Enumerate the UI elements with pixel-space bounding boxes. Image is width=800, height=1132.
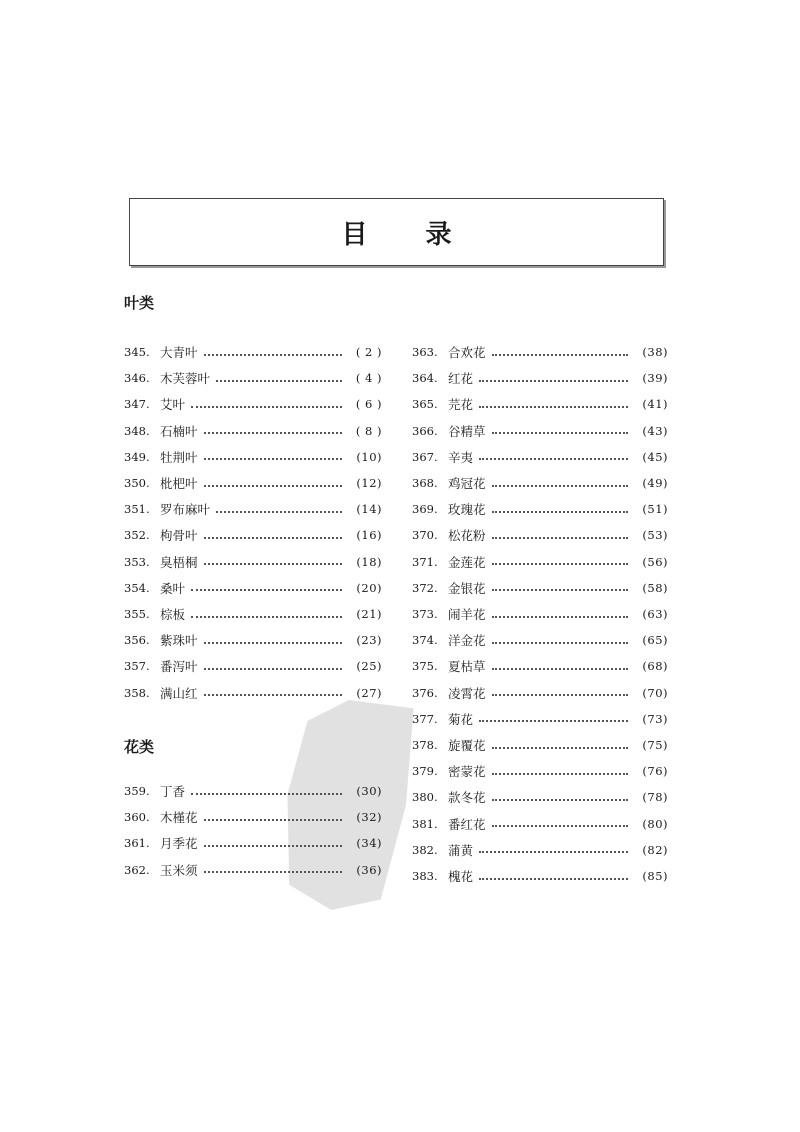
toc-entry-page: (25): [356, 659, 382, 674]
toc-entry-title: 芫花: [448, 397, 474, 413]
toc-entry-page: (80): [642, 816, 668, 831]
toc-entry-title: 月季花: [160, 836, 198, 852]
toc-entry-number: 346.: [124, 371, 150, 386]
toc-leader-dots: [492, 536, 628, 539]
toc-entry[interactable]: [124, 342, 382, 362]
toc-entry-title: 臭梧桐: [160, 554, 198, 570]
toc-entry-title: 棕板: [160, 607, 186, 622]
toc-entry-number: 345.: [124, 345, 150, 359]
toc-entry-page: (82): [642, 842, 668, 857]
toc-entry[interactable]: [412, 656, 668, 676]
toc-entry-page: (45): [642, 449, 668, 464]
toc-entry-page: (20): [356, 580, 382, 595]
toc-leader-dots: [492, 353, 628, 356]
toc-entry-number: 382.: [412, 842, 438, 857]
section-heading-flowers: 花类: [124, 738, 155, 756]
toc-leader-dots: [492, 588, 628, 591]
toc-entry-number: 383.: [412, 869, 438, 883]
toc-entry-page: (73): [642, 711, 668, 726]
toc-entry-title: 旋覆花: [448, 738, 486, 753]
toc-entry-number: 368.: [412, 476, 438, 490]
toc-entry[interactable]: [412, 709, 668, 729]
toc-entry[interactable]: [412, 447, 668, 467]
toc-entry-title: 木槿花: [160, 810, 198, 826]
toc-entry-number: 364.: [412, 371, 438, 386]
toc-entry[interactable]: [412, 761, 668, 781]
toc-entry-title: 辛夷: [448, 449, 474, 465]
toc-entry[interactable]: [412, 342, 668, 362]
toc-entry-title: 玉米须: [160, 862, 198, 878]
toc-entry[interactable]: [124, 499, 382, 519]
toc-entry-page: (51): [642, 502, 668, 517]
toc-leader-dots: [216, 510, 342, 513]
toc-entry-page: (68): [642, 659, 668, 674]
toc-entry-number: 347.: [124, 397, 150, 412]
toc-entry[interactable]: [124, 833, 382, 853]
toc-leader-dots: [191, 588, 342, 591]
toc-leader-dots: [492, 798, 628, 801]
toc-entry-title: 松花粉: [448, 528, 486, 544]
toc-entry-number: 356.: [124, 633, 150, 648]
toc-entry[interactable]: [412, 578, 668, 598]
toc-entry[interactable]: [124, 447, 382, 467]
toc-entry-page: (18): [356, 554, 382, 569]
toc-entry-number: 374.: [412, 633, 438, 648]
toc-leader-dots: [492, 562, 628, 565]
toc-leader-dots: [492, 484, 628, 487]
toc-entry[interactable]: [412, 814, 668, 834]
toc-entry-number: 350.: [124, 476, 150, 490]
toc-leader-dots: [204, 484, 342, 487]
toc-leader-dots: [204, 562, 342, 565]
toc-leader-dots: [492, 772, 628, 775]
toc-entry[interactable]: [412, 735, 668, 755]
toc-entry-number: 365.: [412, 397, 438, 412]
toc-entry[interactable]: [412, 840, 668, 860]
toc-entry-number: 360.: [124, 810, 150, 825]
toc-entry-title: 红花: [448, 371, 474, 387]
toc-entry-title: 罗布麻叶: [160, 502, 211, 518]
toc-leader-dots: [216, 379, 342, 382]
toc-leader-dots: [479, 405, 628, 408]
toc-entry[interactable]: [412, 866, 668, 886]
toc-leader-dots: [204, 457, 342, 460]
toc-entry-title: 石楠叶: [160, 423, 198, 439]
toc-entry-title: 菊花: [448, 711, 474, 727]
toc-entry-title: 玫瑰花: [448, 502, 486, 518]
toc-leader-dots: [492, 510, 628, 513]
toc-entry-page: (10): [356, 449, 382, 464]
toc-entry-number: 371.: [412, 554, 438, 569]
toc-entry-number: 359.: [124, 784, 150, 798]
toc-entry-number: 349.: [124, 449, 150, 464]
toc-entry-number: 373.: [412, 607, 438, 621]
toc-entry-page: (34): [356, 836, 382, 851]
toc-entry-title: 槐花: [448, 869, 474, 884]
toc-entry-number: 363.: [412, 345, 438, 359]
toc-entry-title: 木芙蓉叶: [160, 371, 211, 387]
toc-entry-title: 凌霄花: [448, 685, 486, 701]
toc-entry-page: (38): [642, 345, 668, 359]
toc-entry[interactable]: [124, 552, 382, 572]
toc-entry[interactable]: [412, 787, 668, 807]
toc-entry-title: 夏枯草: [448, 659, 486, 675]
toc-title-box: [129, 198, 664, 266]
toc-entry-number: 355.: [124, 607, 150, 621]
toc-entry-page: ( 2 ): [355, 345, 382, 359]
toc-entry[interactable]: [412, 368, 668, 388]
toc-leader-dots: [492, 615, 628, 618]
toc-entry[interactable]: [412, 421, 668, 441]
toc-entry-page: (21): [356, 607, 382, 621]
toc-entry[interactable]: [412, 499, 668, 519]
toc-entry-title: 番泻叶: [160, 659, 198, 675]
toc-entry[interactable]: [124, 578, 382, 598]
toc-title-char-1: 目: [341, 219, 368, 250]
toc-entry-title: 合欢花: [448, 345, 486, 360]
toc-entry[interactable]: [412, 525, 668, 545]
toc-leader-dots: [479, 379, 628, 382]
toc-entry-page: (65): [642, 633, 668, 648]
toc-entry-page: (70): [642, 685, 668, 700]
toc-entry-title: 洋金花: [448, 633, 486, 649]
toc-entry-page: (14): [356, 502, 382, 517]
toc-leader-dots: [479, 850, 628, 853]
toc-entry[interactable]: [412, 630, 668, 650]
toc-entry-number: 376.: [412, 685, 438, 700]
toc-entry[interactable]: [124, 394, 382, 414]
toc-entry[interactable]: [124, 604, 382, 624]
toc-entry-title: 番红花: [448, 816, 486, 832]
toc-leader-dots: [492, 746, 628, 749]
toc-entry-title: 谷精草: [448, 423, 486, 439]
toc-entry[interactable]: [124, 860, 382, 880]
toc-entry-title: 密蒙花: [448, 764, 486, 780]
toc-entry-page: (27): [356, 685, 382, 700]
toc-leader-dots: [204, 353, 342, 356]
toc-entry-title: 枇杷叶: [160, 476, 198, 491]
toc-leader-dots: [191, 405, 342, 408]
toc-entry-number: 372.: [412, 580, 438, 595]
toc-entry-page: (23): [356, 633, 382, 648]
toc-entry[interactable]: [124, 781, 382, 801]
toc-entry-title: 鸡冠花: [448, 476, 486, 491]
toc-entry-number: 370.: [412, 528, 438, 543]
toc-leader-dots: [492, 693, 628, 696]
toc-entry-page: (32): [356, 810, 382, 825]
toc-entry-title: 大青叶: [160, 345, 198, 360]
toc-entry-number: 379.: [412, 764, 438, 779]
toc-entry-title: 蒲黄: [448, 842, 474, 858]
toc-entry-title: 紫珠叶: [160, 633, 198, 649]
toc-entry-page: (49): [642, 476, 668, 490]
toc-leader-dots: [492, 431, 628, 434]
toc-leader-dots: [204, 431, 342, 434]
toc-entry[interactable]: [124, 683, 382, 703]
toc-leader-dots: [191, 792, 342, 795]
toc-entry[interactable]: [412, 683, 668, 703]
toc-leader-dots: [492, 641, 628, 644]
toc-entry-title: 桑叶: [160, 580, 186, 596]
toc-entry-number: 361.: [124, 836, 150, 851]
toc-entry-page: (85): [642, 869, 668, 883]
toc-entry-page: ( 4 ): [355, 371, 382, 386]
section-heading-leaves: 叶类: [124, 294, 155, 312]
toc-entry-page: (76): [642, 764, 668, 779]
toc-entry-page: ( 6 ): [355, 397, 382, 412]
toc-entry-page: (43): [642, 423, 668, 438]
toc-entry-number: 366.: [412, 423, 438, 438]
toc-entry-number: 357.: [124, 659, 150, 674]
toc-title-char-2: 录: [425, 219, 452, 250]
toc-entry-number: 367.: [412, 449, 438, 464]
toc-entry-page: (30): [356, 784, 382, 798]
toc-entry[interactable]: [412, 604, 668, 624]
toc-entry-number: 362.: [124, 862, 150, 877]
toc-entry-number: 380.: [412, 790, 438, 805]
toc-leader-dots: [492, 824, 628, 827]
toc-leader-dots: [204, 870, 342, 873]
toc-entry-page: (39): [642, 371, 668, 386]
toc-entry-page: (16): [356, 528, 382, 543]
toc-entry[interactable]: [124, 807, 382, 827]
toc-entry[interactable]: [124, 525, 382, 545]
toc-entry-page: (58): [642, 580, 668, 595]
toc-entry-title: 金莲花: [448, 554, 486, 570]
toc-leader-dots: [479, 457, 628, 460]
toc-entry-page: (75): [642, 738, 668, 752]
toc-entry[interactable]: [124, 473, 382, 493]
toc-entry-number: 352.: [124, 528, 150, 543]
toc-entry[interactable]: [124, 656, 382, 676]
toc-entry-title: 款冬花: [448, 790, 486, 806]
toc-leader-dots: [204, 641, 342, 644]
toc-entry-page: ( 8 ): [355, 423, 382, 438]
toc-leader-dots: [204, 536, 342, 539]
toc-entry[interactable]: [124, 421, 382, 441]
toc-leader-dots: [204, 667, 342, 670]
toc-entry-number: 353.: [124, 554, 150, 569]
toc-entry-title: 艾叶: [160, 397, 186, 413]
toc-entry-number: 358.: [124, 685, 150, 700]
toc-leader-dots: [492, 667, 628, 670]
toc-entry-title: 闹羊花: [448, 607, 486, 622]
toc-entry-page: (56): [642, 554, 668, 569]
toc-entry-number: 377.: [412, 711, 438, 726]
toc-entry-page: (36): [356, 862, 382, 877]
toc-entry[interactable]: [124, 630, 382, 650]
toc-entry-number: 348.: [124, 423, 150, 438]
toc-leader-dots: [191, 615, 342, 618]
toc-leader-dots: [204, 818, 342, 821]
toc-entry[interactable]: [124, 368, 382, 388]
toc-leader-dots: [204, 844, 342, 847]
toc-entry-title: 金银花: [448, 580, 486, 596]
toc-entry-title: 牡荆叶: [160, 449, 198, 465]
toc-entry-page: (53): [642, 528, 668, 543]
toc-entry-number: 369.: [412, 502, 438, 517]
toc-entry-number: 351.: [124, 502, 150, 517]
toc-entry-number: 378.: [412, 738, 438, 752]
toc-entry-title: 枸骨叶: [160, 528, 198, 544]
toc-entry[interactable]: [412, 552, 668, 572]
toc-entry-number: 354.: [124, 580, 150, 595]
toc-leader-dots: [204, 693, 342, 696]
toc-entry-title: 丁香: [160, 784, 186, 799]
toc-entry-page: (41): [642, 397, 668, 412]
toc-entry[interactable]: [412, 473, 668, 493]
toc-entry-title: 满山红: [160, 685, 198, 701]
toc-entry-page: (12): [356, 476, 382, 490]
toc-entry-page: (63): [642, 607, 668, 621]
toc-entry-page: (78): [642, 790, 668, 805]
toc-entry-number: 375.: [412, 659, 438, 674]
toc-leader-dots: [479, 877, 628, 880]
toc-entry-number: 381.: [412, 816, 438, 831]
toc-entry[interactable]: [412, 394, 668, 414]
toc-leader-dots: [479, 719, 628, 722]
